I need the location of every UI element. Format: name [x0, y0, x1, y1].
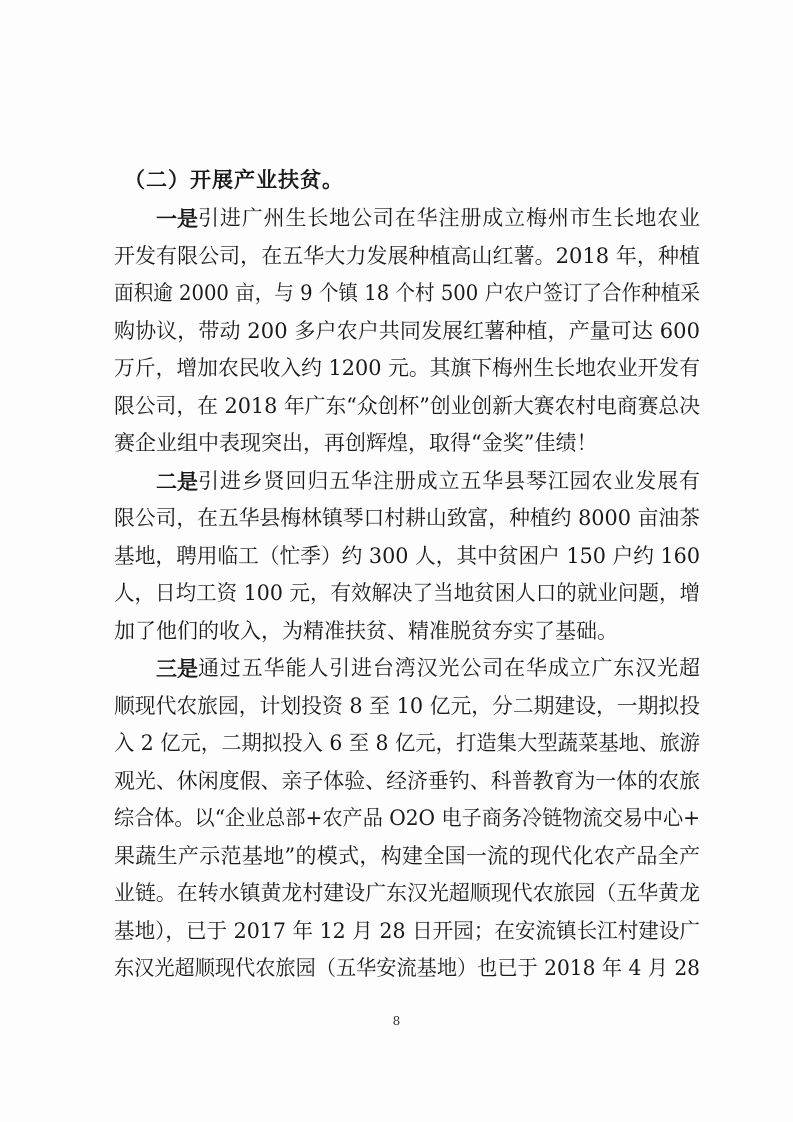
line-text: 基地，聘用临工（忙季）约 300 人，其中贫困户 150 户约 160 [114, 543, 701, 568]
line-text: 人，日均工资 100 元，有效解决了当地贫困人口的就业问题，增 [114, 581, 701, 605]
line-text: 果蔬生产示范基地”的模式，构建全国一流的现代化农产品全产 [114, 843, 701, 868]
paragraph-line [114, 388, 700, 426]
paragraph-line [114, 538, 700, 576]
line-text: 业链。在转水镇黄龙村建设广东汉光超顺现代农旅园（五华黄龙 [114, 881, 701, 905]
line-text: 引进乡贤回归五华注册成立五华县琴江园农业发展有 [198, 468, 701, 493]
paragraph-lead: 一是 [156, 206, 198, 231]
line-text: 万斤，增加农民收入约 1200 元。其旗下梅州生长地农业开发有 [114, 356, 700, 380]
paragraph-line [114, 725, 700, 763]
paragraph-container [114, 200, 700, 988]
page-number: 8 [392, 1014, 401, 1028]
paragraph-line [114, 650, 700, 688]
line-text: 引进广州生长地公司在华注册成立梅州市生长地农业 [198, 206, 701, 230]
line-text: 限公司，在 2018 年广东“众创杯”创业创新大赛农村电商赛总决 [114, 393, 700, 418]
paragraph-lead: 二是 [156, 468, 198, 494]
paragraph-line [114, 500, 700, 538]
paragraph-line [114, 275, 700, 313]
paragraph-line [114, 575, 700, 613]
paragraph-line [114, 200, 700, 238]
document-body [114, 160, 700, 988]
paragraph-line [114, 425, 700, 463]
paragraph-line [114, 238, 700, 276]
paragraph-lead: 三是 [156, 656, 198, 681]
line-text: 观光、休闲度假、亲子体验、经济垂钓、科普教育为一体的农旅 [114, 768, 701, 793]
line-text: 购协议，带动 200 多户农户共同发展红薯种植，产量可达 600 [114, 318, 701, 343]
line-text: 顺现代农旅园，计划投资 8 至 10 亿元，分二期建设，一期拟投 [114, 693, 700, 718]
paragraph-line [114, 350, 700, 388]
paragraph [114, 650, 700, 988]
line-text: 综合体。以“企业总部+农产品 O2O 电子商务冷链物流交易中心+ [114, 806, 701, 830]
paragraph-line [114, 763, 700, 801]
paragraph-line [114, 688, 700, 726]
paragraph-line [114, 950, 700, 988]
line-text: 入 2 亿元，二期拟投入 6 至 8 亿元，打造集大型蔬菜基地、旅游 [114, 731, 701, 755]
paragraph-line [114, 800, 700, 838]
line-text: 赛企业组中表现突出，再创辉煌，取得“金奖”佳绩！ [114, 431, 598, 455]
line-text: 东汉光超顺现代农旅园（五华安流基地）也已于 2018 年 4 月 28 [114, 956, 700, 980]
paragraph [114, 463, 700, 651]
paragraph-line [114, 875, 700, 913]
line-text: 通过五华能人引进台湾汉光公司在华成立广东汉光超 [198, 656, 701, 680]
paragraph-line [114, 613, 700, 651]
line-text: 基地），已于 2017 年 12 月 28 日开园；在安流镇长江村建设广 [114, 918, 700, 943]
line-text: 加了他们的收入，为精准扶贫、精准脱贫夯实了基础。 [114, 618, 618, 643]
paragraph-line [114, 913, 700, 951]
line-text: 面积逾 2000 亩，与 9 个镇 18 个村 500 户农户签订了合作种植采 [114, 281, 701, 305]
line-text: 限公司，在五华县梅林镇琴口村耕山致富，种植约 8000 亩油茶 [114, 506, 700, 530]
paragraph [114, 200, 700, 463]
paragraph-line [114, 838, 700, 876]
line-text: 开发有限公司，在五华大力发展种植高山红薯。2018 年，种植 [114, 243, 701, 268]
section-heading: （二）开展产业扶贫。 [124, 168, 344, 192]
paragraph-line [114, 313, 700, 351]
paragraph-line [114, 463, 700, 501]
